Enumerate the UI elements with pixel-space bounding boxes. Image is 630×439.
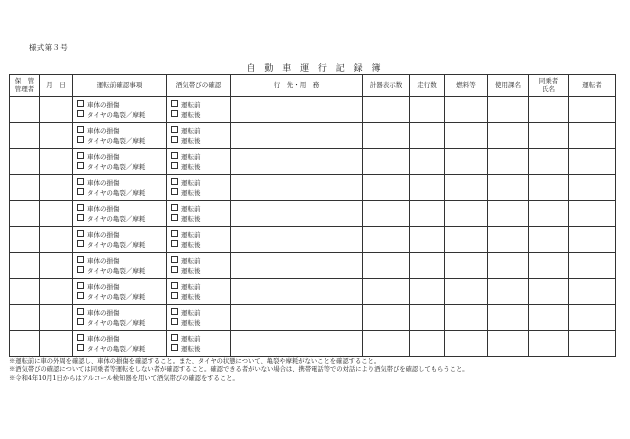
department-cell[interactable] — [488, 97, 529, 123]
check-tire[interactable] — [73, 136, 166, 146]
destination-cell[interactable] — [231, 279, 363, 305]
check-before-driving[interactable] — [167, 204, 230, 214]
checkbox[interactable] — [77, 318, 84, 325]
check-before-driving-label: 運転前 — [181, 256, 201, 265]
check-tire-label: タイヤの亀裂／摩耗 — [87, 266, 146, 275]
check-tire[interactable] — [73, 162, 166, 172]
checkbox[interactable] — [77, 334, 84, 341]
alcohol-check-cell — [167, 279, 231, 305]
header-passenger: 同乗者 氏名 — [529, 75, 569, 97]
checkbox[interactable] — [171, 110, 178, 117]
checkbox[interactable] — [77, 100, 84, 107]
header-pre-check: 運転前確認事項 — [73, 75, 167, 97]
manager-cell[interactable] — [10, 253, 40, 279]
pre-check-cell — [73, 201, 167, 227]
distance-cell[interactable] — [410, 201, 445, 227]
table-body — [10, 97, 616, 357]
check-before-driving-label: 運転前 — [181, 178, 201, 187]
check-before-driving-label: 運転前 — [181, 152, 201, 161]
check-before-driving[interactable] — [167, 100, 230, 110]
fuel-cell[interactable] — [445, 201, 488, 227]
header-date: 月 日 — [40, 75, 73, 97]
check-tire[interactable] — [73, 240, 166, 250]
table-row — [10, 123, 616, 149]
check-tire-label: タイヤの亀裂／摩耗 — [87, 318, 146, 327]
driver-cell[interactable] — [569, 227, 616, 253]
check-after-driving[interactable] — [167, 292, 230, 302]
department-cell[interactable] — [488, 201, 529, 227]
checkbox[interactable] — [171, 100, 178, 107]
check-damage[interactable] — [73, 152, 166, 162]
check-damage[interactable] — [73, 282, 166, 292]
check-before-driving[interactable] — [167, 308, 230, 318]
check-damage-label: 車体の損傷 — [87, 204, 120, 213]
checkbox[interactable] — [171, 308, 178, 315]
header-driver: 運転者 — [569, 75, 616, 97]
meter-cell[interactable] — [363, 305, 410, 331]
check-after-driving[interactable] — [167, 318, 230, 328]
header-meter: 計器表示数 — [363, 75, 410, 97]
check-tire-label: タイヤの亀裂／摩耗 — [87, 344, 146, 353]
check-before-driving-label: 運転前 — [181, 204, 201, 213]
check-before-driving[interactable] — [167, 126, 230, 136]
check-damage-label: 車体の損傷 — [87, 334, 120, 343]
department-cell[interactable] — [488, 253, 529, 279]
checkbox[interactable] — [171, 204, 178, 211]
check-before-driving[interactable] — [167, 256, 230, 266]
header-alcohol-check: 酒気帯びの確認 — [167, 75, 231, 97]
destination-cell[interactable] — [231, 227, 363, 253]
note-line: ※運転前に車の外周を確認し、車体の損傷を確認すること。また、タイヤの状態について、亀裂や摩耗がないことを確認すること。 — [9, 358, 381, 365]
check-tire[interactable] — [73, 188, 166, 198]
checkbox[interactable] — [171, 136, 178, 143]
check-after-driving[interactable] — [167, 136, 230, 146]
header-department: 使用課名 — [488, 75, 529, 97]
checkbox[interactable] — [77, 152, 84, 159]
check-before-driving-label: 運転前 — [181, 282, 201, 291]
check-damage-label: 車体の損傷 — [87, 282, 120, 291]
check-after-driving[interactable] — [167, 188, 230, 198]
check-damage-label: 車体の損傷 — [87, 308, 120, 317]
date-cell[interactable] — [40, 279, 73, 305]
pre-check-cell — [73, 227, 167, 253]
passenger-cell[interactable] — [529, 227, 569, 253]
check-tire-label: タイヤの亀裂／摩耗 — [87, 214, 146, 223]
alcohol-check-cell — [167, 227, 231, 253]
pre-check-cell — [73, 149, 167, 175]
checkbox[interactable] — [77, 110, 84, 117]
checkbox[interactable] — [77, 292, 84, 299]
meter-cell[interactable] — [363, 331, 410, 357]
table-row — [10, 149, 616, 175]
destination-cell[interactable] — [231, 201, 363, 227]
meter-cell[interactable] — [363, 97, 410, 123]
department-cell[interactable] — [488, 175, 529, 201]
document-title: 自 動 車 運 行 記 録 簿 — [246, 64, 384, 74]
meter-cell[interactable] — [363, 123, 410, 149]
meter-cell[interactable] — [363, 227, 410, 253]
check-damage[interactable] — [73, 100, 166, 110]
check-damage[interactable] — [73, 126, 166, 136]
checkbox[interactable] — [171, 178, 178, 185]
checkbox[interactable] — [77, 266, 84, 273]
date-cell[interactable] — [40, 331, 73, 357]
meter-cell[interactable] — [363, 253, 410, 279]
check-before-driving-label: 運転前 — [181, 230, 201, 239]
header-distance: 走行数 — [410, 75, 445, 97]
check-after-driving[interactable] — [167, 162, 230, 172]
driver-cell[interactable] — [569, 331, 616, 357]
department-cell[interactable] — [488, 149, 529, 175]
manager-cell[interactable] — [10, 201, 40, 227]
passenger-cell[interactable] — [529, 305, 569, 331]
table-row — [10, 305, 616, 331]
check-before-driving-label: 運転前 — [181, 308, 201, 317]
check-before-driving[interactable] — [167, 282, 230, 292]
table-row — [10, 253, 616, 279]
check-after-driving[interactable] — [167, 110, 230, 120]
alcohol-check-cell — [167, 97, 231, 123]
checkbox[interactable] — [77, 282, 84, 289]
checkbox[interactable] — [171, 256, 178, 263]
driver-cell[interactable] — [569, 149, 616, 175]
alcohol-check-cell — [167, 305, 231, 331]
check-before-driving-label: 運転前 — [181, 334, 201, 343]
note-line: ※酒気帯びの確認については同乗者等運転をしない者が確認すること。確認できる者がいない場合は、携帯電話等での対話により酒気帯びを確認してもらうこと。 — [9, 366, 469, 374]
check-tire-label: タイヤの亀裂／摩耗 — [87, 162, 146, 171]
driver-cell[interactable] — [569, 201, 616, 227]
checkbox[interactable] — [171, 152, 178, 159]
department-cell[interactable] — [488, 305, 529, 331]
checkbox[interactable] — [77, 256, 84, 263]
form-number: 様式第３号 — [29, 43, 68, 52]
checkbox[interactable] — [171, 266, 178, 273]
check-after-driving-label: 運転後 — [181, 266, 201, 275]
checkbox[interactable] — [77, 188, 84, 195]
date-cell[interactable] — [40, 123, 73, 149]
checkbox[interactable] — [77, 126, 84, 133]
checkbox[interactable] — [171, 214, 178, 221]
check-before-driving-label: 運転前 — [181, 126, 201, 135]
department-cell[interactable] — [488, 123, 529, 149]
check-after-driving-label: 運転後 — [181, 188, 201, 197]
check-tire[interactable] — [73, 292, 166, 302]
destination-cell[interactable] — [231, 253, 363, 279]
check-damage[interactable] — [73, 308, 166, 318]
check-after-driving-label: 運転後 — [181, 318, 201, 327]
table-header-row — [10, 75, 616, 97]
distance-cell[interactable] — [410, 331, 445, 357]
passenger-cell[interactable] — [529, 279, 569, 305]
meter-cell[interactable] — [363, 175, 410, 201]
fuel-cell[interactable] — [445, 149, 488, 175]
checkbox[interactable] — [171, 162, 178, 169]
pre-check-cell — [73, 279, 167, 305]
destination-cell[interactable] — [231, 97, 363, 123]
distance-cell[interactable] — [410, 149, 445, 175]
passenger-cell[interactable] — [529, 331, 569, 357]
checkbox[interactable] — [171, 240, 178, 247]
distance-cell[interactable] — [410, 305, 445, 331]
check-after-driving[interactable] — [167, 214, 230, 224]
manager-cell[interactable] — [10, 175, 40, 201]
department-cell[interactable] — [488, 227, 529, 253]
check-damage[interactable] — [73, 256, 166, 266]
check-tire-label: タイヤの亀裂／摩耗 — [87, 240, 146, 249]
table-row — [10, 227, 616, 253]
meter-cell[interactable] — [363, 149, 410, 175]
destination-cell[interactable] — [231, 305, 363, 331]
check-after-driving[interactable] — [167, 344, 230, 354]
driver-cell[interactable] — [569, 253, 616, 279]
check-after-driving[interactable] — [167, 240, 230, 250]
check-damage[interactable] — [73, 230, 166, 240]
fuel-cell[interactable] — [445, 279, 488, 305]
check-tire-label: タイヤの亀裂／摩耗 — [87, 292, 146, 301]
fuel-cell[interactable] — [445, 253, 488, 279]
check-after-driving-label: 運転後 — [181, 292, 201, 301]
check-tire-label: タイヤの亀裂／摩耗 — [87, 136, 146, 145]
pre-check-cell — [73, 305, 167, 331]
checkbox[interactable] — [171, 334, 178, 341]
distance-cell[interactable] — [410, 253, 445, 279]
check-damage-label: 車体の損傷 — [87, 178, 120, 187]
checkbox[interactable] — [171, 344, 178, 351]
driver-cell[interactable] — [569, 97, 616, 123]
pre-check-cell — [73, 123, 167, 149]
passenger-cell[interactable] — [529, 149, 569, 175]
meter-cell[interactable] — [363, 201, 410, 227]
check-damage-label: 車体の損傷 — [87, 230, 120, 239]
date-cell[interactable] — [40, 253, 73, 279]
check-after-driving-label: 運転後 — [181, 110, 201, 119]
destination-cell[interactable] — [231, 331, 363, 357]
check-after-driving[interactable] — [167, 266, 230, 276]
check-before-driving[interactable] — [167, 178, 230, 188]
check-tire-label: タイヤの亀裂／摩耗 — [87, 188, 146, 197]
check-after-driving-label: 運転後 — [181, 214, 201, 223]
driver-cell[interactable] — [569, 279, 616, 305]
check-damage[interactable] — [73, 334, 166, 344]
header-destination: 行 先・用 務 — [231, 75, 363, 97]
fuel-cell[interactable] — [445, 305, 488, 331]
check-tire[interactable] — [73, 110, 166, 120]
date-cell[interactable] — [40, 201, 73, 227]
pre-check-cell — [73, 97, 167, 123]
checkbox[interactable] — [77, 230, 84, 237]
driver-cell[interactable] — [569, 123, 616, 149]
manager-cell[interactable] — [10, 227, 40, 253]
check-damage-label: 車体の損傷 — [87, 100, 120, 109]
distance-cell[interactable] — [410, 279, 445, 305]
distance-cell[interactable] — [410, 175, 445, 201]
checkbox[interactable] — [77, 240, 84, 247]
check-before-driving[interactable] — [167, 334, 230, 344]
department-cell[interactable] — [488, 279, 529, 305]
checkbox[interactable] — [171, 126, 178, 133]
alcohol-check-cell — [167, 201, 231, 227]
checkbox[interactable] — [77, 344, 84, 351]
check-tire-label: タイヤの亀裂／摩耗 — [87, 110, 146, 119]
check-damage[interactable] — [73, 178, 166, 188]
check-after-driving-label: 運転後 — [181, 136, 201, 145]
date-cell[interactable] — [40, 149, 73, 175]
check-tire[interactable] — [73, 318, 166, 328]
notes-section — [9, 358, 621, 383]
pre-check-cell — [73, 175, 167, 201]
pre-check-cell — [73, 253, 167, 279]
check-tire[interactable] — [73, 344, 166, 354]
alcohol-check-cell — [167, 149, 231, 175]
passenger-cell[interactable] — [529, 97, 569, 123]
vehicle-log-table — [9, 74, 616, 357]
driver-cell[interactable] — [569, 175, 616, 201]
date-cell[interactable] — [40, 227, 73, 253]
manager-cell[interactable] — [10, 279, 40, 305]
meter-cell[interactable] — [363, 279, 410, 305]
table-row — [10, 97, 616, 123]
check-before-driving[interactable] — [167, 230, 230, 240]
alcohol-check-cell — [167, 175, 231, 201]
check-after-driving-label: 運転後 — [181, 344, 201, 353]
table-row — [10, 331, 616, 357]
destination-cell[interactable] — [231, 175, 363, 201]
checkbox[interactable] — [77, 308, 84, 315]
passenger-cell[interactable] — [529, 123, 569, 149]
manager-cell[interactable] — [10, 305, 40, 331]
date-cell[interactable] — [40, 97, 73, 123]
distance-cell[interactable] — [410, 97, 445, 123]
checkbox[interactable] — [77, 162, 84, 169]
check-damage-label: 車体の損傷 — [87, 256, 120, 265]
check-damage-label: 車体の損傷 — [87, 126, 120, 135]
table-row — [10, 201, 616, 227]
department-cell[interactable] — [488, 331, 529, 357]
manager-cell[interactable] — [10, 123, 40, 149]
fuel-cell[interactable] — [445, 175, 488, 201]
header-fuel: 燃料等 — [445, 75, 488, 97]
check-tire[interactable] — [73, 214, 166, 224]
checkbox[interactable] — [171, 188, 178, 195]
fuel-cell[interactable] — [445, 227, 488, 253]
check-after-driving-label: 運転後 — [181, 240, 201, 249]
manager-cell[interactable] — [10, 331, 40, 357]
manager-cell[interactable] — [10, 97, 40, 123]
check-before-driving[interactable] — [167, 152, 230, 162]
manager-cell[interactable] — [10, 149, 40, 175]
driver-cell[interactable] — [569, 305, 616, 331]
check-before-driving-label: 運転前 — [181, 100, 201, 109]
passenger-cell[interactable] — [529, 175, 569, 201]
checkbox[interactable] — [171, 230, 178, 237]
destination-cell[interactable] — [231, 149, 363, 175]
alcohol-check-cell — [167, 331, 231, 357]
check-damage[interactable] — [73, 204, 166, 214]
alcohol-check-cell — [167, 253, 231, 279]
checkbox[interactable] — [77, 214, 84, 221]
alcohol-check-cell — [167, 123, 231, 149]
check-damage-label: 車体の損傷 — [87, 152, 120, 161]
date-cell[interactable] — [40, 175, 73, 201]
checkbox[interactable] — [171, 292, 178, 299]
distance-cell[interactable] — [410, 227, 445, 253]
passenger-cell[interactable] — [529, 253, 569, 279]
table-row — [10, 279, 616, 305]
header-manager: 保 管 管理者 — [10, 75, 40, 97]
check-tire[interactable] — [73, 266, 166, 276]
fuel-cell[interactable] — [445, 123, 488, 149]
destination-cell[interactable] — [231, 123, 363, 149]
date-cell[interactable] — [40, 305, 73, 331]
pre-check-cell — [73, 331, 167, 357]
checkbox[interactable] — [171, 282, 178, 289]
distance-cell[interactable] — [410, 123, 445, 149]
fuel-cell[interactable] — [445, 331, 488, 357]
fuel-cell[interactable] — [445, 97, 488, 123]
table-row — [10, 175, 616, 201]
checkbox[interactable] — [77, 204, 84, 211]
checkbox[interactable] — [171, 318, 178, 325]
note-line: ※令和4年10月1日からはアルコール検知器を用いて酒気帯びの確認をすること。 — [9, 374, 239, 382]
checkbox[interactable] — [77, 136, 84, 143]
passenger-cell[interactable] — [529, 201, 569, 227]
check-after-driving-label: 運転後 — [181, 162, 201, 171]
checkbox[interactable] — [77, 178, 84, 185]
